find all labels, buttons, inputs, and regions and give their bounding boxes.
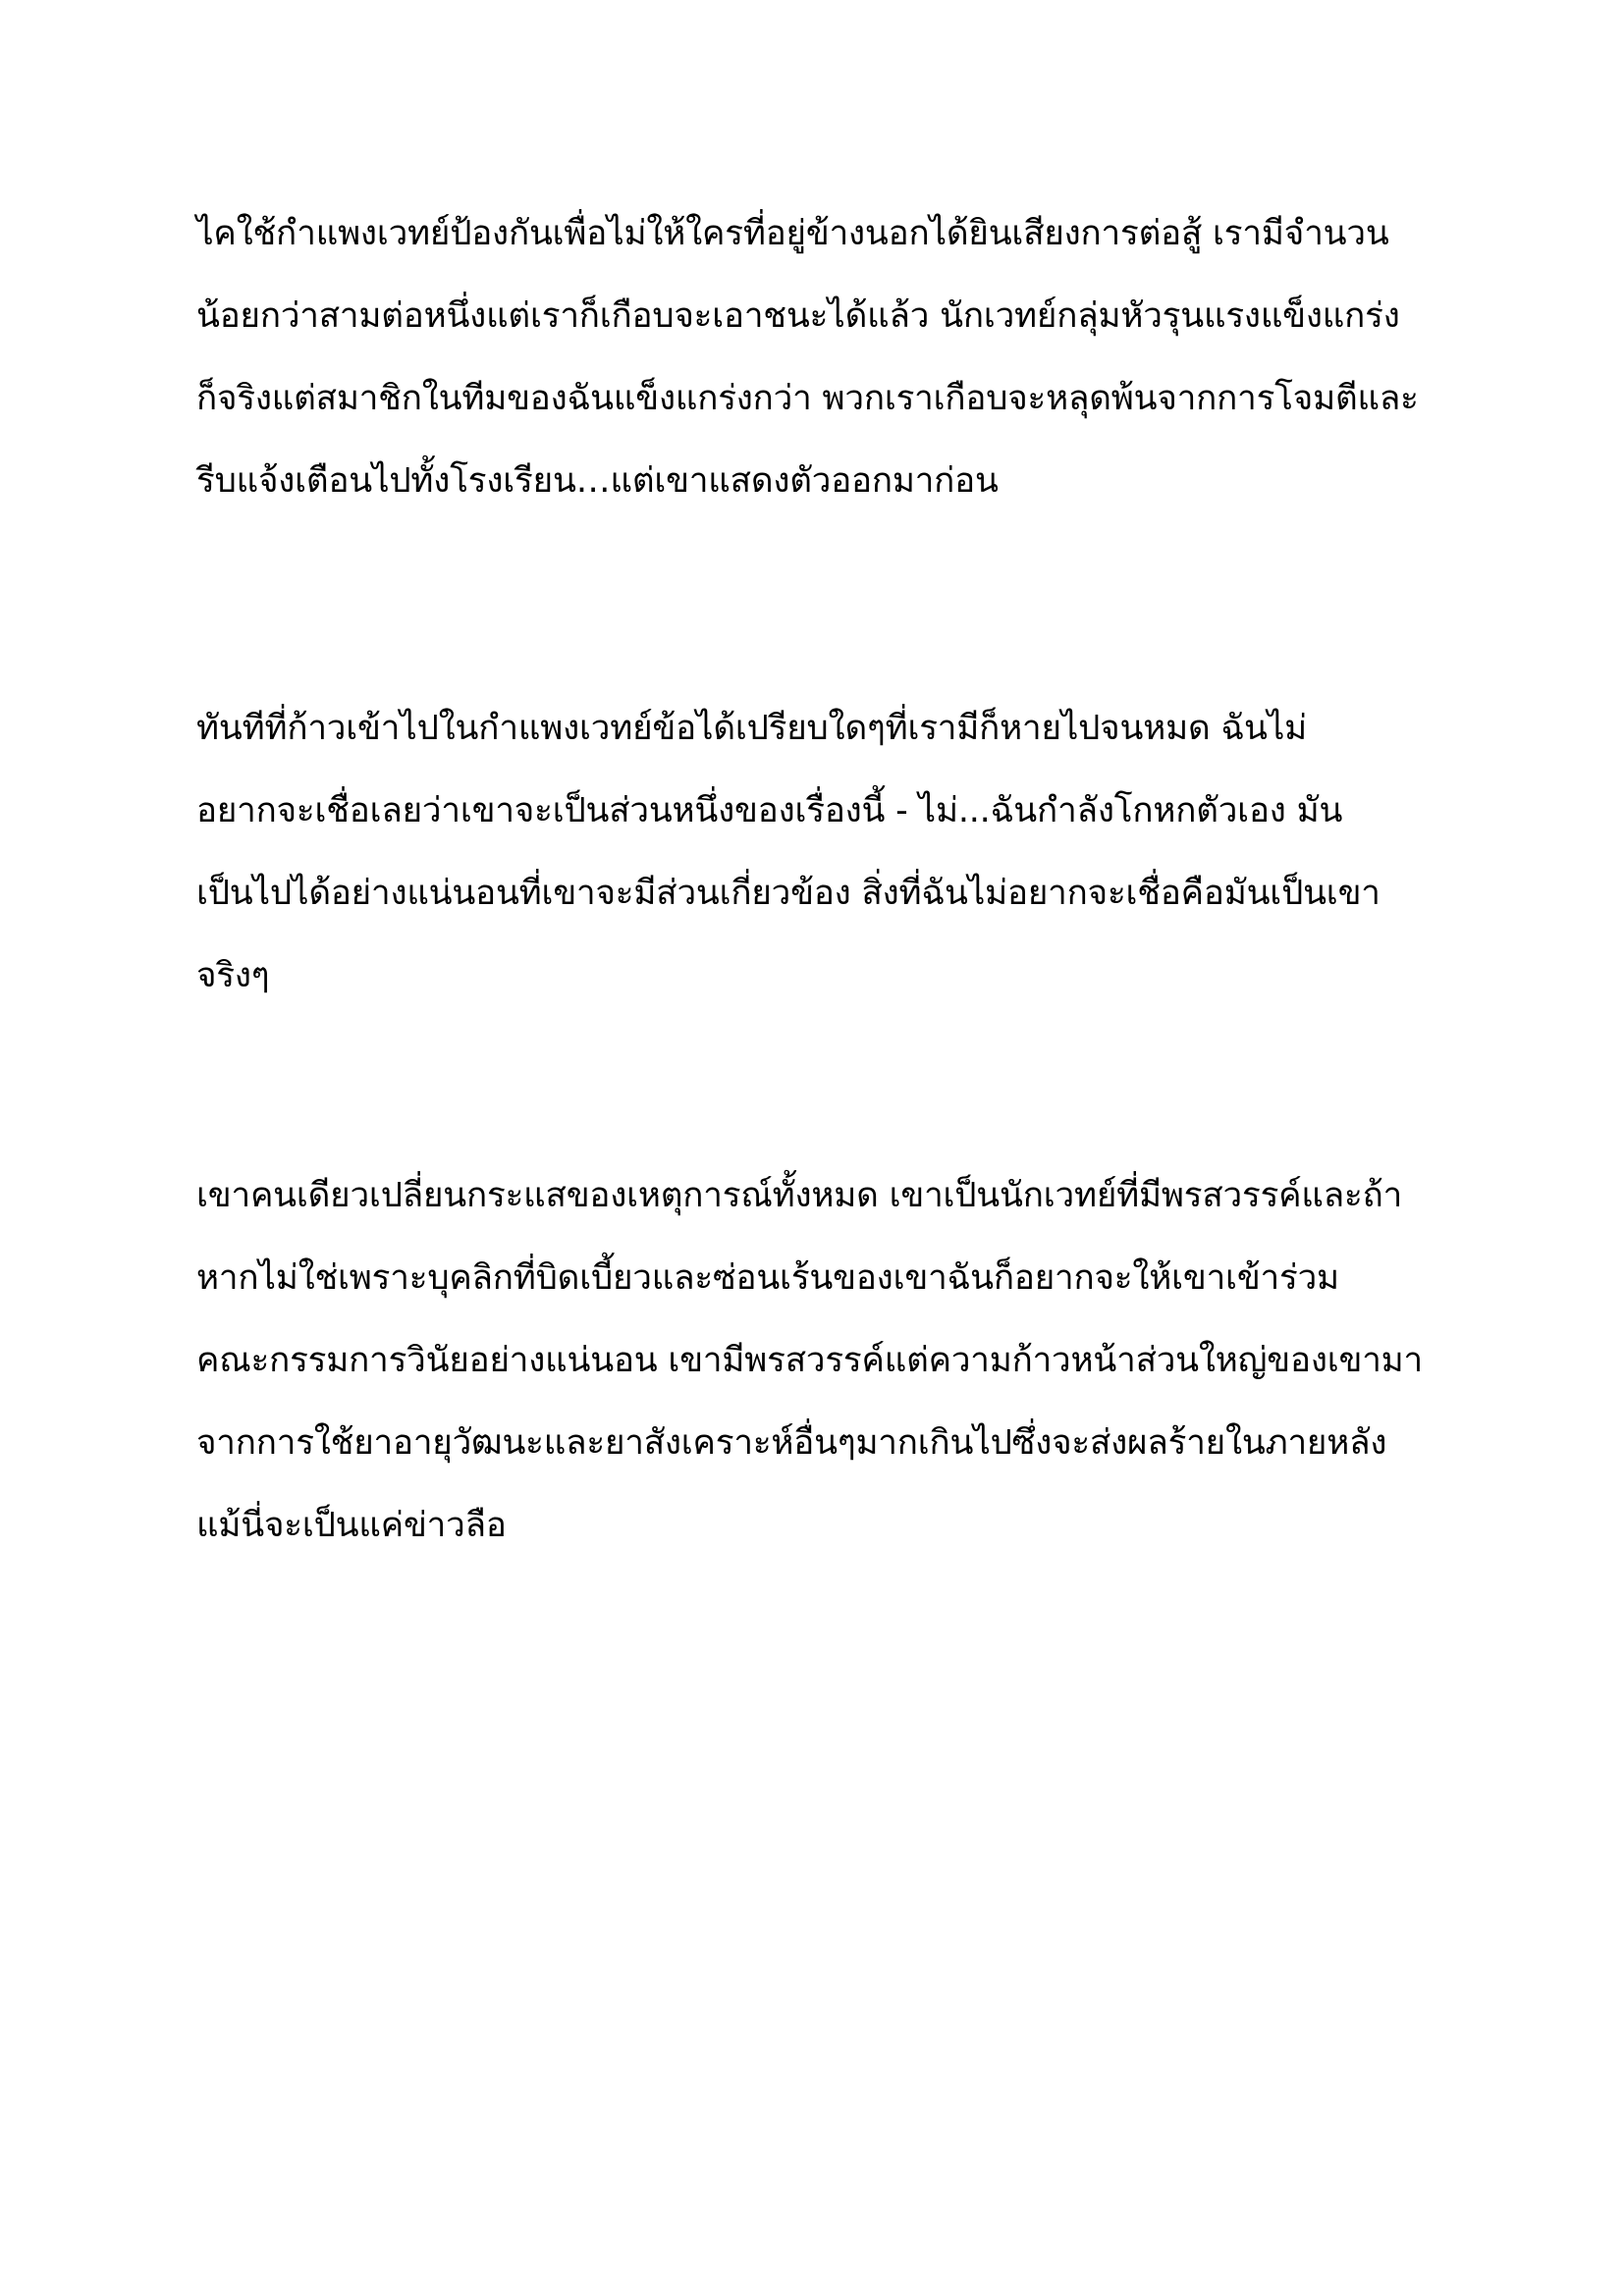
paragraph-line: คณะกรรมการวินัยอย่างแน่นอน เขามีพรสวรรค์แต่ความก้าวหน้าส่วนใหญ่ของเขามา — [196, 1341, 1423, 1380]
paragraph-line: จริงๆ — [196, 956, 270, 995]
paragraph-line: อยากจะเชื่อเลยว่าเขาจะเป็นส่วนหนึ่งของเรื่องนี้ - ไม่...ฉันกำลังโกหกตัวเอง มัน — [196, 791, 1343, 830]
paragraph-3 — [196, 1154, 1463, 1567]
paragraph-line: ทันทีที่ก้าวเข้าไปในกำแพงเวทย์ข้อได้เปรียบใดๆที่เรามีก็หายไปจนหมด ฉันไม่ — [196, 709, 1308, 748]
paragraph-line: ไคใช้กำแพงเวทย์ป้องกันเพื่อไม่ให้ใครที่อยู่ข้างนอกได้ยินเสียงการต่อสู้ เรามีจำนวน — [196, 214, 1389, 253]
paragraph-2 — [196, 687, 1463, 1017]
paragraph-1 — [196, 192, 1463, 522]
paragraph-line: หากไม่ใช่เพราะบุคลิกที่บิดเบี้ยวและซ่อนเร้นของเขาฉันก็อยากจะให้เขาเข้าร่วม — [196, 1258, 1339, 1298]
paragraph-line: เขาคนเดียวเปลี่ยนกระแสของเหตุการณ์ทั้งหมด เขาเป็นนักเวทย์ที่มีพรสวรรค์และถ้า — [196, 1176, 1403, 1215]
paragraph-line: แม้นี่จะเป็นแค่ข่าวลือ — [196, 1506, 507, 1545]
paragraph-line: น้อยกว่าสามต่อหนึ่งแต่เราก็เกือบจะเอาชนะได้แล้ว นักเวทย์กลุ่มหัวรุนแรงแข็งแกร่ง — [196, 296, 1400, 336]
paragraph-line: เป็นไปได้อย่างแน่นอนที่เขาจะมีส่วนเกี่ยวข้อง สิ่งที่ฉันไม่อยากจะเชื่อคือมันเป็นเขา — [196, 874, 1380, 913]
paragraph-line: ก็จริงแต่สมาชิกในทีมของฉันแข็งแกร่งกว่า พวกเราเกือบจะหลุดพ้นจากการโจมตีและ — [196, 379, 1419, 418]
paragraph-line: จากการใช้ยาอายุวัฒนะและยาสังเคราะห์อื่นๆมากเกินไปซึ่งจะส่งผลร้ายในภายหลัง — [196, 1423, 1387, 1463]
paragraph-line: รีบแจ้งเตือนไปทั้งโรงเรียน…แต่เขาแสดงตัวออกมาก่อน — [196, 461, 999, 501]
